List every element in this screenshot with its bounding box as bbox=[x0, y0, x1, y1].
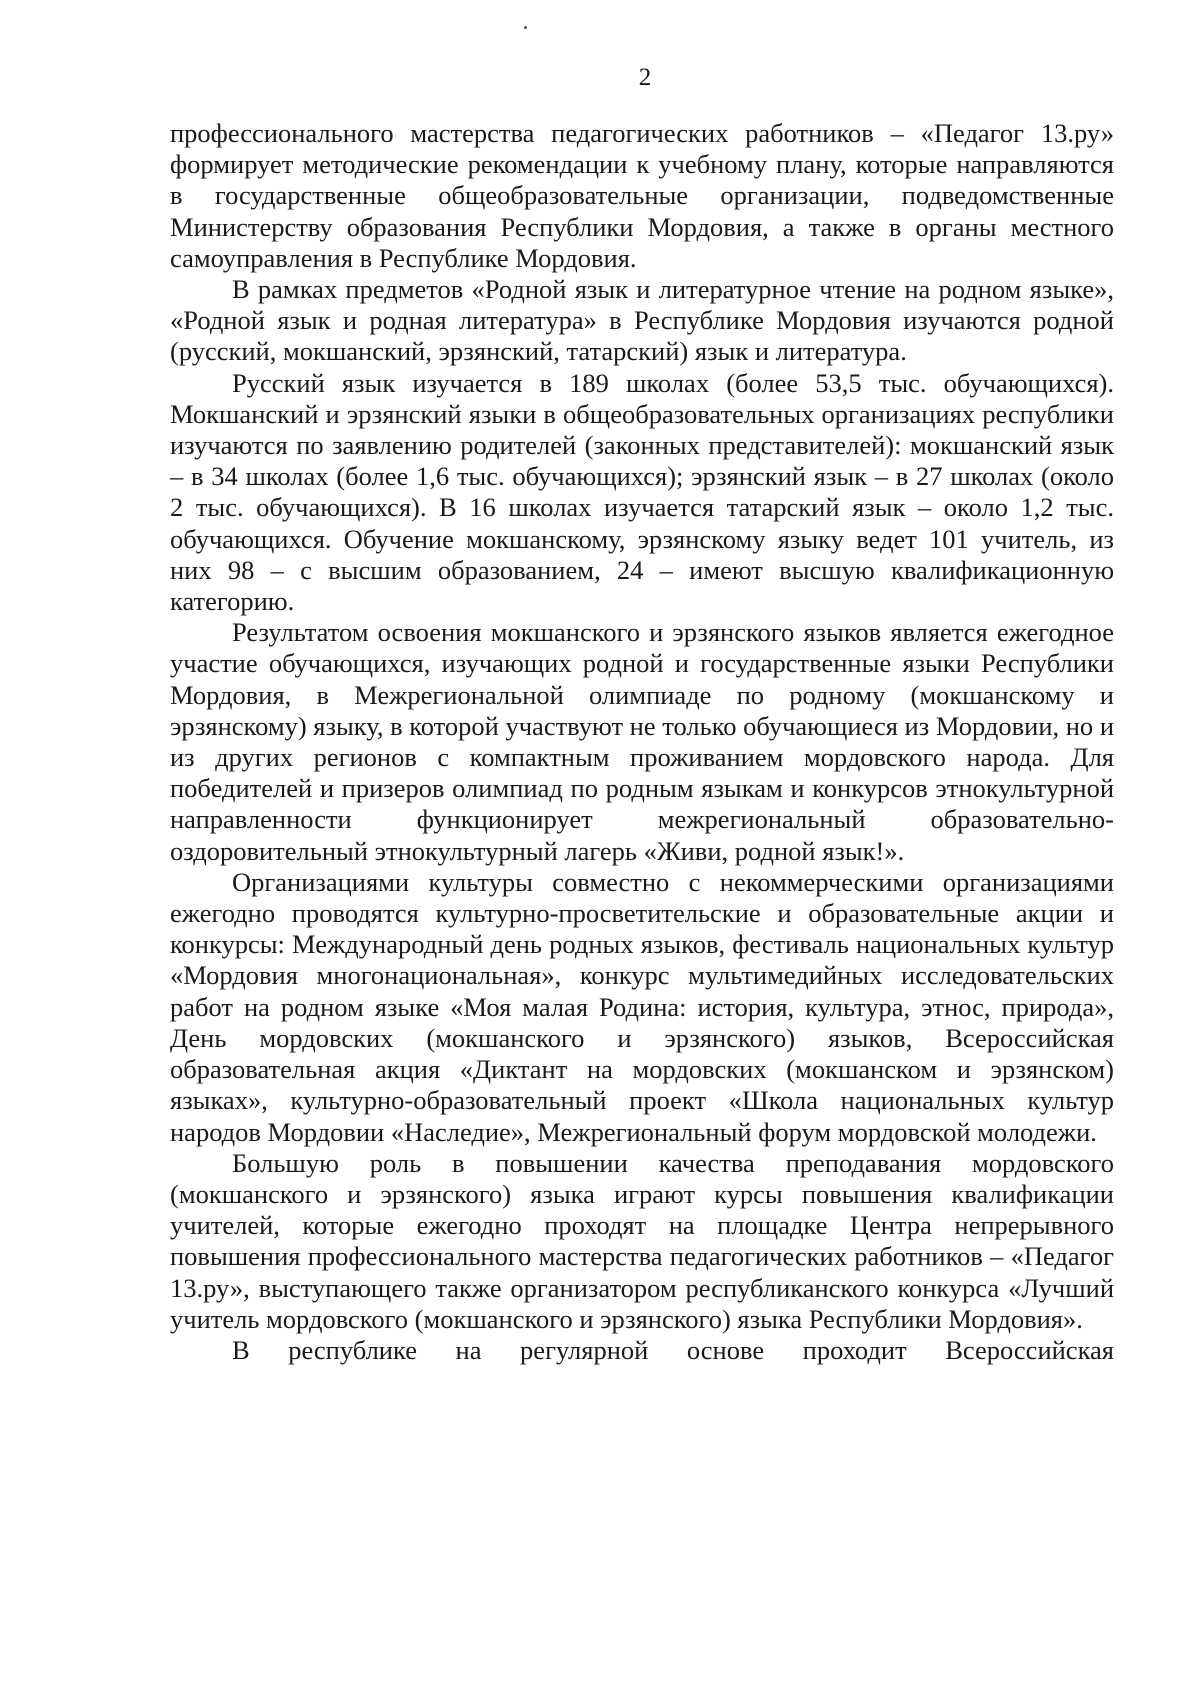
document-body bbox=[170, 118, 1114, 1366]
paragraph-olympiad-results: Результатом освоения мокшанского и эрзянского языков является ежегодное участие обучающихся, изучающих родной и государственные языки Республики Мордовия, в Межрегиональной олимпиаде по родному (мокшанскому и эрзянскому) языку, в которой участвуют не только обучающиеся из Мордовии, но и из других регионов с компактным проживанием мордовского народа. Для победителей и призеров олимпиад по родным языкам и конкурсов этнокультурной направленности функционирует межрегиональный образовательно-оздоровительный этнокультурный лагерь «Живи, родной язык!». bbox=[170, 617, 1114, 866]
page-number: 2 bbox=[638, 64, 652, 91]
scan-speck bbox=[524, 26, 527, 29]
paragraph-regular-events: В республике на регулярной основе проходит Всероссийская bbox=[232, 1334, 1114, 1365]
paragraph-native-language-subjects: В рамках предметов «Родной язык и литературное чтение на родном языке», «Родной язык и родная литература» в Республике Мордовия изучаются родной (русский, мокшанский, эрзянский, татарский) язык и литература. bbox=[170, 274, 1114, 367]
paragraph-teacher-training: Большую роль в повышении качества преподавания мордовского (мокшанского и эрзянского) языка играют курсы повышения квалификации учителей, которые ежегодно проходят на площадке Центра непрерывного повышения профессионального мастерства педагогических работников – «Педагог 13.ру», выступающего также организатором республиканского конкурса «Лучший учитель мордовского (мокшанского и эрзянского) языка Республики Мордовия». bbox=[170, 1147, 1114, 1334]
paragraph-cultural-events: Организациями культуры совместно с некоммерческими организациями ежегодно проводятся культурно-просветительские и образовательные акции и конкурсы: Международный день родных языков, фестиваль национальных культур «Мордовия многонациональная», конкурс мультимедийных исследовательских работ на родном языке «Моя малая Родина: история, культура, этнос, природа», День мордовских (мокшанского и эрзянского) языков, Всероссийская образовательная акция «Диктант на мордовских (мокшанском и эрзянском) языках», культурно-образовательный проект «Школа национальных культур народов Мордовии «Наследие», Межрегиональный форум мордовской молодежи. bbox=[170, 866, 1114, 1147]
paragraph-language-statistics: Русский язык изучается в 189 школах (более 53,5 тыс. обучающихся). Мокшанский и эрзянский языки в общеобразовательных организациях республики изучаются по заявлению родителей (законных представителей): мокшанский язык – в 34 школах (более 1,6 тыс. обучающихся); эрзянский язык – в 27 школах (около 2 тыс. обучающихся). В 16 школах изучается татарский язык – около 1,2 тыс. обучающихся. Обучение мокшанскому, эрзянскому языку ведет 101 учитель, из них 98 – с высшим образованием, 24 – имеют высшую квалификационную категорию. bbox=[170, 367, 1114, 617]
paragraph-continuation: профессионального мастерства педагогических работников – «Педагог 13.ру» формирует методические рекомендации к учебному плану, которые направляются в государственные общеобразовательные организации, подведомственные Министерству образования Республики Мордовия, а также в органы местного самоуправления в Республике Мордовия. bbox=[170, 118, 1114, 273]
